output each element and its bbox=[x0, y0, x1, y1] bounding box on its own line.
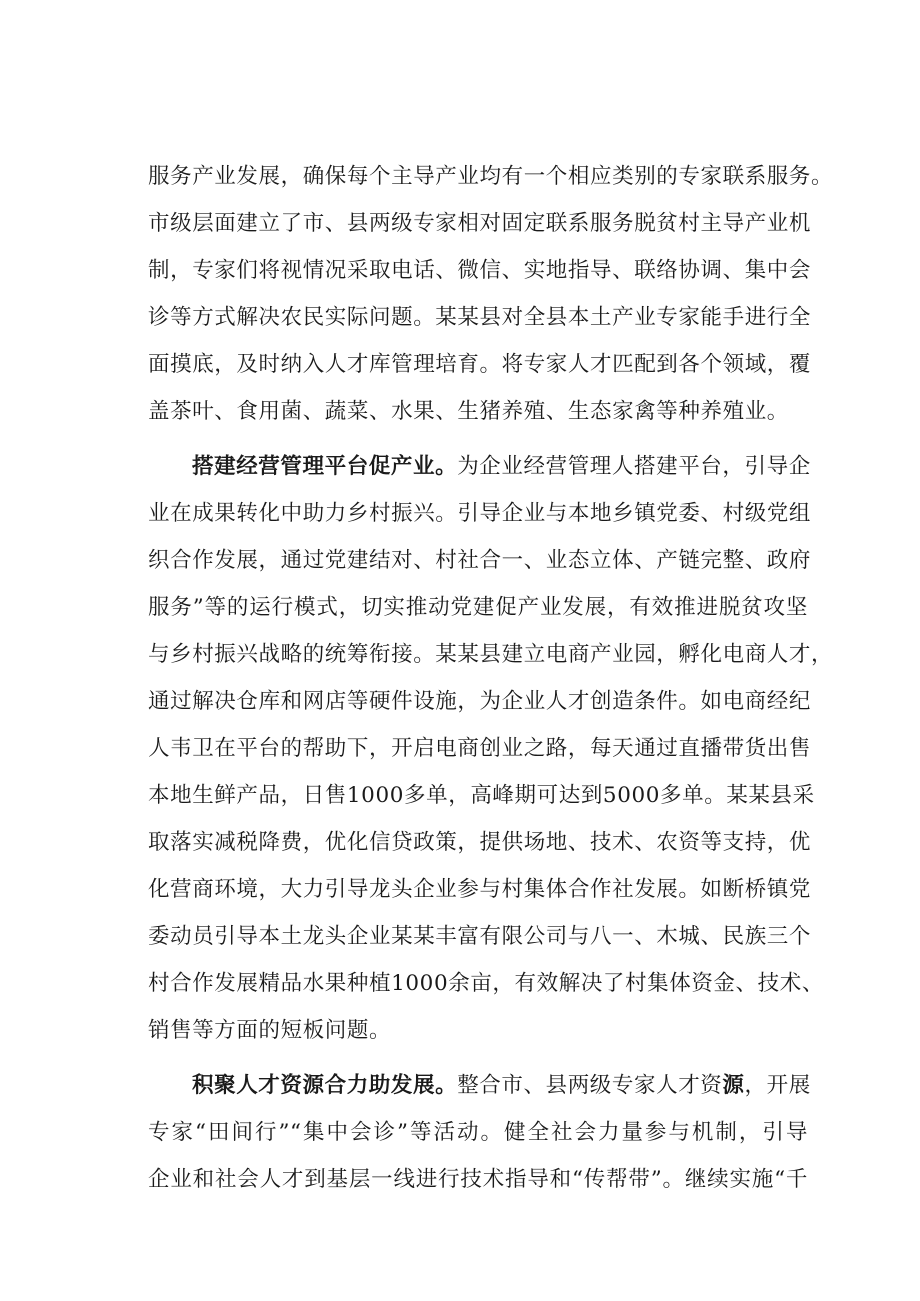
paragraph-2-line-4: 服务”等的运行模式，切实推动党建促产业发展，有效推进脱贫攻坚 bbox=[148, 595, 808, 620]
paragraph-2-line-13: 销售等方面的短板问题。 bbox=[148, 1018, 392, 1043]
paragraph-2-line-6: 通过解决仓库和网店等硬件设施，为企业人才创造条件。如电商经纪 bbox=[148, 689, 812, 714]
paragraph-1-line-4: 诊等方式解决农民实际问题。某某县对全县本土产业专家能手进行全 bbox=[148, 305, 812, 330]
paragraph-3-line-1 bbox=[192, 1064, 811, 1108]
paragraph-2-line-7: 人韦卫在平台的帮助下，开启电商创业之路，每天通过直播带货出售 bbox=[148, 736, 812, 761]
paragraph-2-heading: 搭建经营管理平台促产业。 bbox=[192, 454, 458, 479]
paragraph-1-line-5: 面摸底，及时纳入人才库管理培育。将专家人才匹配到各个领域，覆 bbox=[148, 352, 812, 377]
paragraph-2-line-9: 取落实减税降费，优化信贷政策，提供场地、技术、农资等支持，优 bbox=[148, 830, 812, 855]
paragraph-2-line-10: 化营商环境，大力引导龙头企业参与村集体合作社发展。如断桥镇党 bbox=[148, 877, 812, 902]
paragraph-2-line-1 bbox=[192, 445, 811, 489]
paragraph-2-line-3: 织合作发展，通过党建结对、村社合一、业态立体、产链完整、政府 bbox=[148, 548, 812, 573]
paragraph-1-line-3: 制，专家们将视情况采取电话、微信、实地指导、联络协调、集中会 bbox=[148, 258, 812, 283]
paragraph-3-bold-char: 源 bbox=[722, 1073, 745, 1098]
paragraph-2-line-2: 业在成果转化中助力乡村振兴。引导企业与本地乡镇党委、村级党组 bbox=[148, 501, 812, 526]
paragraph-3-line-3: 企业和社会人才到基层一线进行技术指导和“传帮带”。继续实施“千 bbox=[148, 1167, 808, 1192]
paragraph-1-line-2: 市级层面建立了市、县两级专家相对固定联系服务脱贫村主导产业机 bbox=[148, 211, 812, 236]
paragraph-3-line-2: 专家“田间行”“集中会诊”等活动。健全社会力量参与机制，引导 bbox=[148, 1120, 808, 1145]
paragraph-1-line-6: 盖茶叶、食用菌、蔬菜、水果、生猪养殖、生态家禽等种养殖业。 bbox=[148, 399, 789, 424]
paragraph-2-line-1-text: 为企业经营管理人搭建平台，引导企 bbox=[457, 454, 811, 479]
paragraph-3-heading: 积聚人才资源合力助发展。 bbox=[192, 1073, 458, 1098]
paragraph-2-line-12: 村合作发展精品水果种植1000余亩，有效解决了村集体资金、技术、 bbox=[148, 971, 824, 996]
paragraph-3-line-1-text-b: ，开展 bbox=[744, 1073, 811, 1098]
paragraph-2-line-8: 本地生鲜产品，日售1000多单，高峰期可达到5000多单。某某县采 bbox=[148, 783, 815, 808]
paragraph-2-line-11: 委动员引导本土龙头企业某某丰富有限公司与八一、木城、民族三个 bbox=[148, 924, 812, 949]
paragraph-3-line-1-text-a: 整合市、县两级专家人才资 bbox=[457, 1073, 723, 1098]
paragraph-2-line-5: 与乡村振兴战略的统筹衔接。某某县建立电商产业园，孵化电商人才， bbox=[148, 642, 834, 667]
paragraph-1-line-1: 服务产业发展，确保每个主导产业均有一个相应类别的专家联系服务。 bbox=[148, 164, 834, 189]
